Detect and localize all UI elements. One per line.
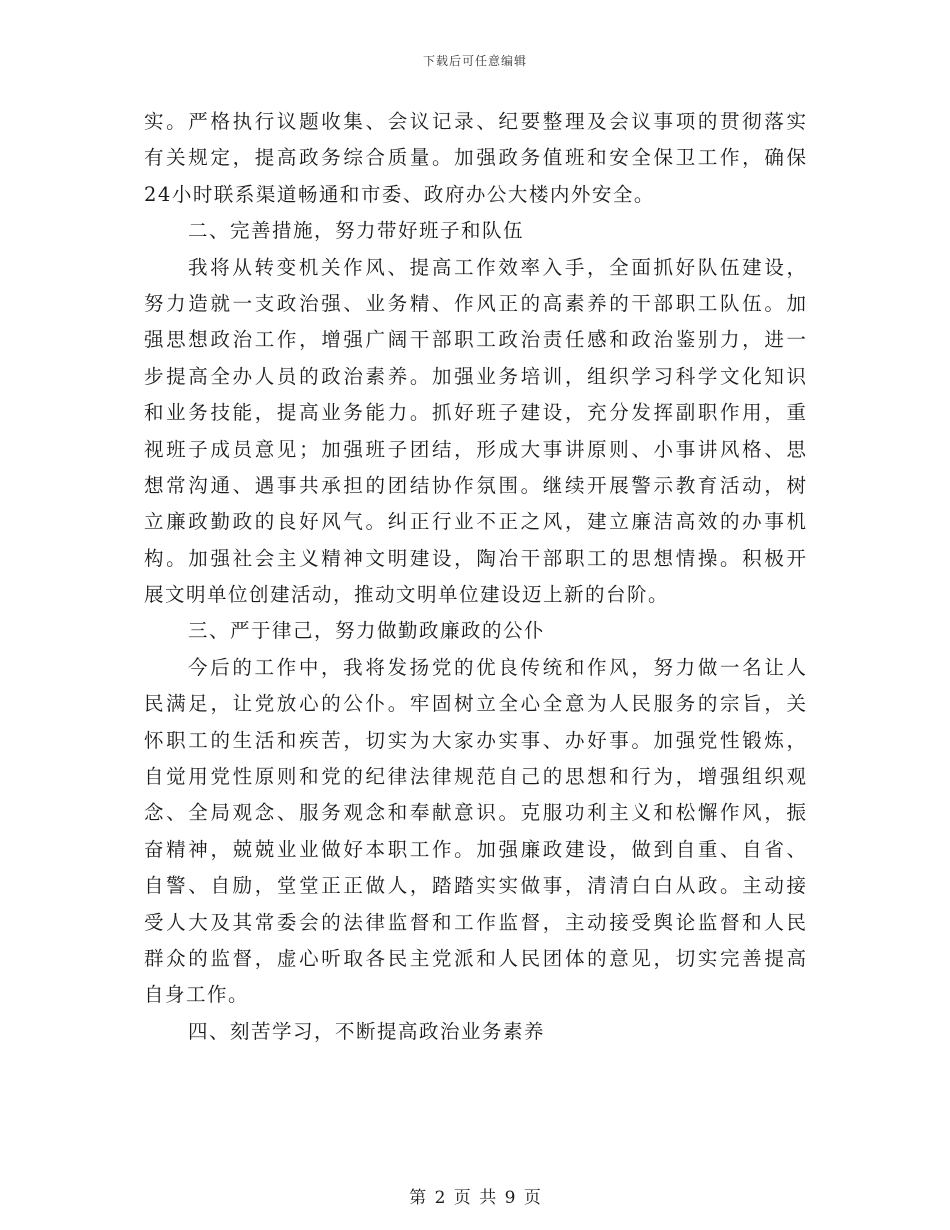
body-text-line: 自警、自励，堂堂正正做人，踏踏实实做事，清清白白从政。主动接 xyxy=(144,874,806,898)
body-text-line: 自觉用党性原则和党的纪律法律规范自己的思想和行为，增强组织观 xyxy=(144,765,806,789)
body-text-line: 怀职工的生活和疾苦，切实为大家办实事、办好事。加强党性锻炼， xyxy=(144,728,806,752)
body-text-line: 和业务技能，提高业务能力。抓好班子建设，充分发挥副职作用，重 xyxy=(144,401,806,425)
page-header-note: 下载后可任意编辑 xyxy=(422,54,527,68)
body-text-line: 今后的工作中，我将发扬党的优良传统和作风，努力做一名让人 xyxy=(188,655,806,679)
body-text-line: 想常沟通、遇事共承担的团结协作氛围。继续开展警示教育活动，树 xyxy=(144,473,806,497)
body-text-line: 自身工作。 xyxy=(144,983,250,1007)
body-text-line: 群众的监督，虚心听取各民主党派和人民团体的意见，切实完善提高 xyxy=(144,946,806,970)
section-heading-line: 四、刻苦学习，不断提高政治业务素养 xyxy=(188,1019,546,1043)
body-text-line: 奋精神，兢兢业业做好本职工作。加强廉政建设，做到自重、自省、 xyxy=(144,837,806,861)
body-text-line: 有关规定，提高政务综合质量。加强政务值班和安全保卫工作，确保 xyxy=(144,146,806,170)
body-text-line: 念、全局观念、服务观念和奉献意识。克服功利主义和松懈作风，振 xyxy=(144,801,806,825)
section-heading-line: 三、严于律己，努力做勤政廉政的公仆 xyxy=(188,619,546,643)
body-text-line: 视班子成员意见；加强班子团结，形成大事讲原则、小事讲风格、思 xyxy=(144,437,806,461)
body-text-line: 我将从转变机关作风、提高工作效率入手，全面抓好队伍建设， xyxy=(188,255,806,279)
body-text-line: 立廉政勤政的良好风气。纠正行业不正之风，建立廉洁高效的办事机 xyxy=(144,510,806,534)
body-text-line: 展文明单位创建活动，推动文明单位建设迈上新的台阶。 xyxy=(144,583,670,607)
body-text-line: 民满足，让党放心的公仆。牢固树立全心全意为人民服务的宗旨，关 xyxy=(144,692,806,716)
body-text-line: 受人大及其常委会的法律监督和工作监督，主动接受舆论监督和人民 xyxy=(144,910,806,934)
document-body xyxy=(144,104,806,1050)
body-text-line: 努力造就一支政治强、业务精、作风正的高素养的干部职工队伍。加 xyxy=(144,291,806,315)
body-text-line: 构。加强社会主义精神文明建设，陶冶干部职工的思想情操。积极开 xyxy=(144,546,806,570)
section-heading-line: 二、完善措施，努力带好班子和队伍 xyxy=(188,219,525,243)
body-text-line: 强思想政治工作，增强广阔干部职工政治责任感和政治鉴别力，进一 xyxy=(144,328,806,352)
page-number-footer: 第 2 页 共 9 页 xyxy=(409,1188,541,1208)
body-text-line: 24小时联系渠道畅通和市委、政府办公大楼内外安全。 xyxy=(144,182,655,206)
body-text-line: 步提高全办人员的政治素养。加强业务培训，组织学习科学文化知识 xyxy=(144,364,806,388)
body-text-line: 实。严格执行议题收集、会议记录、纪要整理及会议事项的贯彻落实 xyxy=(144,110,806,133)
